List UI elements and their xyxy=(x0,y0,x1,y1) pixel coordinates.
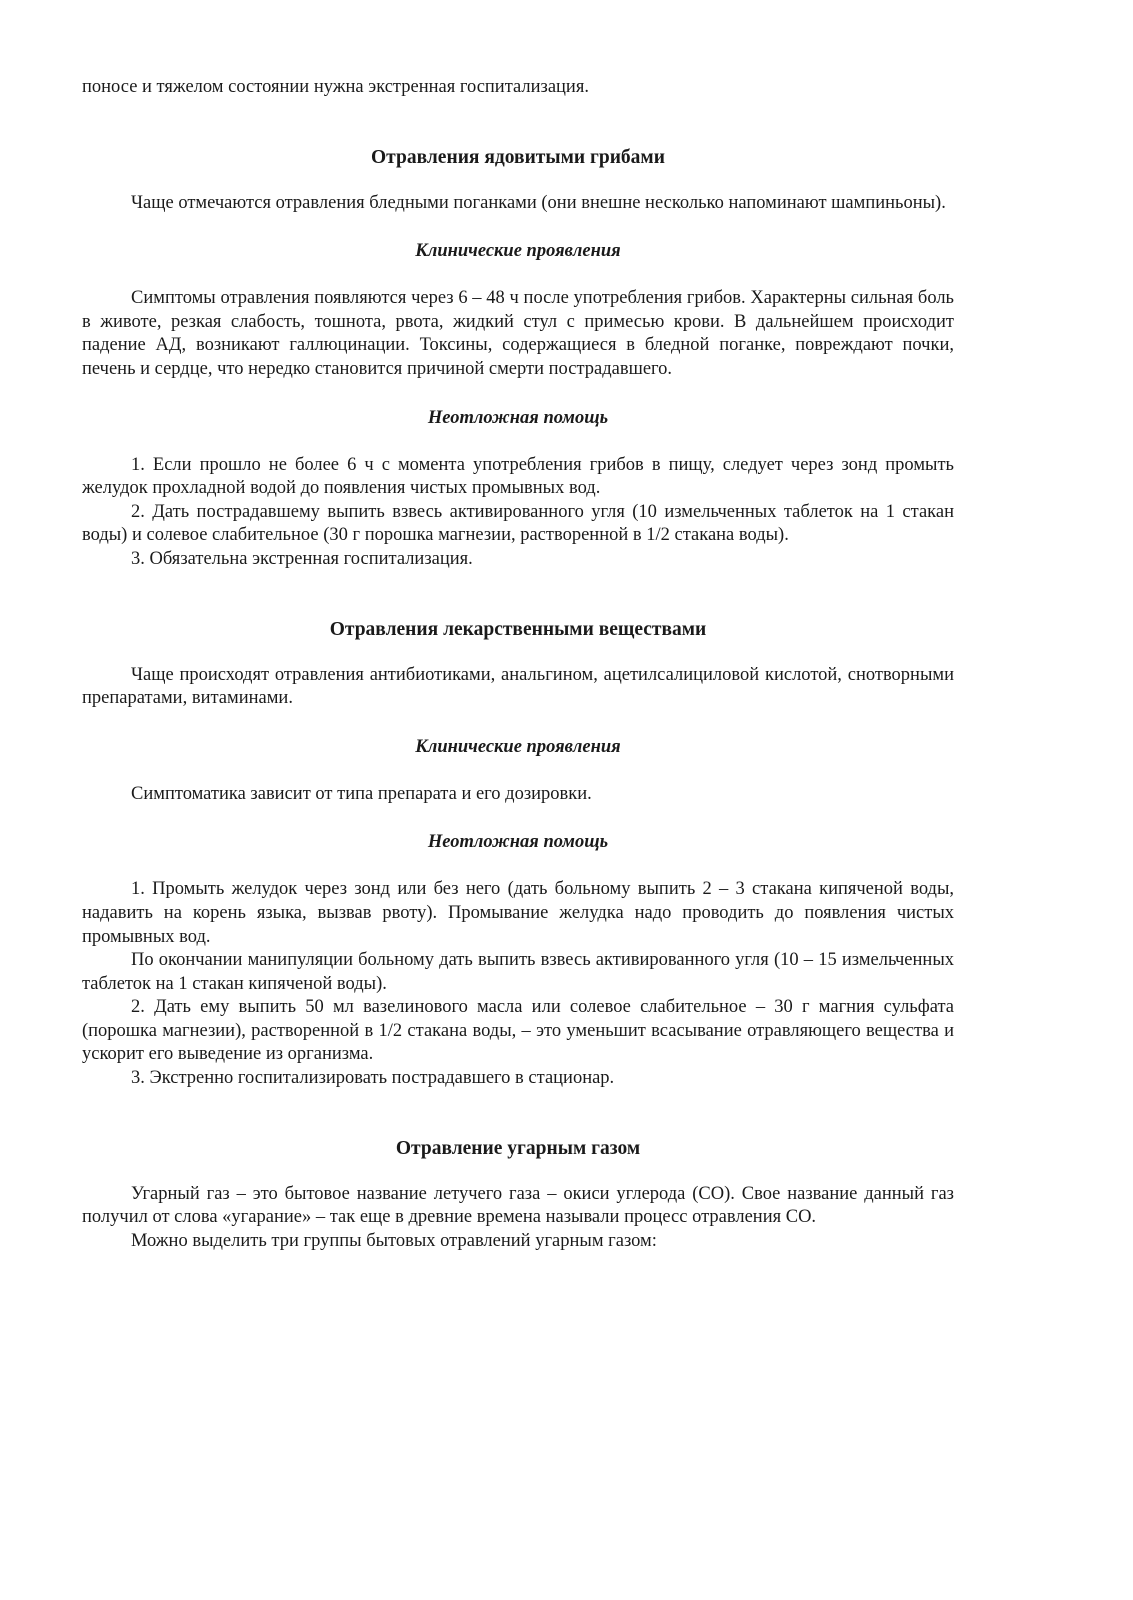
drugs-aid-item: 2. Дать ему выпить 50 мл вазелинового масла или солевое слабительное – 30 г магния сульфата (порошка магнезии), растворенной в 1/2 стакана воды, – это уменьшит всасывание отравляющего вещества и ускорит его выведение из организма. xyxy=(82,997,954,1065)
document-page xyxy=(82,76,954,1253)
mushrooms-intro: Чаще отмечаются отравления бледными поганками (они внешне несколько напоминают шампиньоны). xyxy=(131,192,946,213)
section-title-carbon-monoxide: Отравление угарным газом xyxy=(395,1137,641,1159)
mushrooms-aid-item: 3. Обязательна экстренная госпитализация. xyxy=(131,548,473,569)
carbon-monoxide-paragraph: Можно выделить три группы бытовых отравлений угарным газом: xyxy=(131,1230,657,1251)
carbon-monoxide-paragraph: Угарный газ – это бытовое название летучего газа – окиси углерода (СО). Свое название данный газ получил от слова «угарание» – так еще в древние времена называли процесс отравления СО. xyxy=(82,1183,954,1228)
drugs-aid-heading: Неотложная помощь xyxy=(427,832,609,853)
mushrooms-aid-heading: Неотложная помощь xyxy=(427,407,609,428)
section-title-mushrooms: Отравления ядовитыми грибами xyxy=(371,146,665,168)
drugs-clinical-heading: Клинические проявления xyxy=(415,736,621,757)
intro-line: поносе и тяжелом состоянии нужна экстренная госпитализация. xyxy=(82,77,589,97)
mushrooms-aid-item: 1. Если прошло не более 6 ч с момента употребления грибов в пищу, следует через зонд промыть желудок прохладной водой до появления чистых промывных вод. xyxy=(82,454,954,499)
mushrooms-clinical-heading: Клинические проявления xyxy=(415,241,621,262)
mushrooms-clinical-text: Симптомы отравления появляются через 6 – 48 ч после употребления грибов. Характерны сильная боль в животе, резкая слабость, тошнота, рвота, жидкий стул с примесью крови. В дальнейшем происходит падение АД, возникают галлюцинации. Токсины, содержащиеся в бледной поганке, повреждают почки, печень и сердце, что нередко становится причиной смерти пострадавшего. xyxy=(82,288,954,379)
mushrooms-aid-item: 2. Дать пострадавшему выпить взвесь активированного угля (10 измельченных таблеток на 1 стакан воды) и солевое слабительное (30 г порошка магнезии, растворенной в 1/2 стакана воды). xyxy=(82,501,954,546)
drugs-aid-item: 1. Промыть желудок через зонд или без него (дать больному выпить 2 – 3 стакана кипяченой воды, надавить на корень языка, вызвав рвоту). Промывание желудка надо проводить до появления чистых промывных вод. xyxy=(82,879,954,947)
drugs-aid-item: 3. Экстренно госпитализировать пострадавшего в стационар. xyxy=(131,1068,615,1089)
drugs-intro: Чаще происходят отравления антибиотиками, анальгином, ацетилсалициловой кислотой, снотворными препаратами, витаминами. xyxy=(82,664,954,709)
drugs-clinical-text: Симптоматика зависит от типа препарата и его дозировки. xyxy=(131,783,592,804)
section-title-drugs: Отравления лекарственными веществами xyxy=(329,618,707,640)
drugs-aid-item: По окончании манипуляции больному дать выпить взвесь активированного угля (10 – 15 измельченных таблеток на 1 стакан кипяченой воды). xyxy=(82,950,954,994)
